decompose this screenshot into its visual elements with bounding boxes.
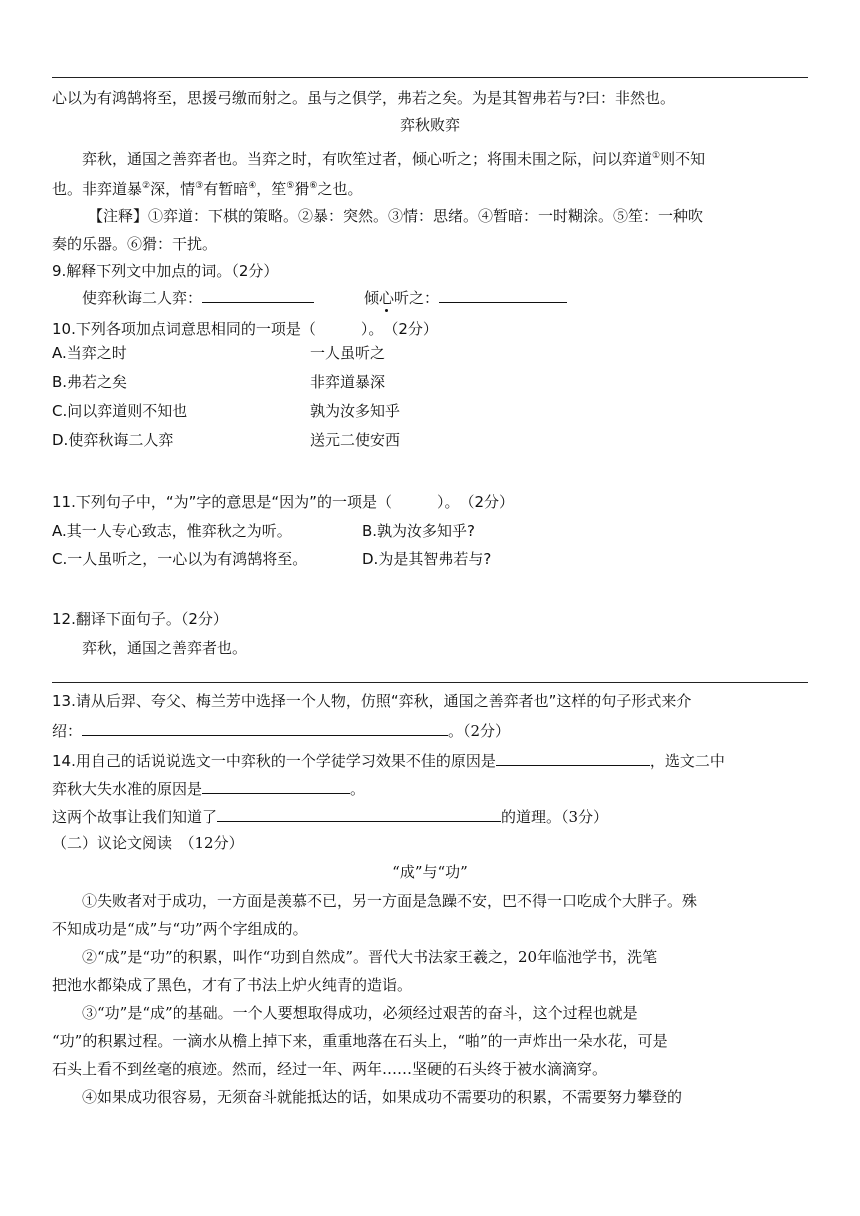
q11-stem: 11.下列句子中，“为”字的意思是“因为”的一项是（ ）。 （2分）: [52, 493, 514, 511]
passage1-tail: 心以为有鸿鹄将至，思援弓缴而射之。虽与之俱学，弗若之矣。为是其智弗若与?曰：非然也。: [52, 89, 676, 107]
passage2-line1: 弈秋，通国之善弈者也。当弈之时，有吹笙过者，倾心听之；将围未围之际，问以弈道①则不知: [82, 150, 706, 168]
q12-answer-line[interactable]: [52, 682, 808, 683]
para3-line1: ③“功”是“成”的基础。一个人要想取得成功，必须经过艰苦的奋斗，这个过程也就是: [82, 1004, 638, 1022]
q14-line2: 弈秋大失水准的原因是 。: [52, 777, 812, 799]
para3-line2: “功”的积累过程。一滴水从檐上掉下来，重重地落在石头上，“啪”的一声炸出一朵水花，可是: [52, 1032, 668, 1050]
q12-stem: 12.翻译下面句子。（2分）: [52, 610, 228, 628]
q13-answer[interactable]: [82, 719, 448, 736]
q10-option-d: D.使弈秋诲二人弈 送元二使安西: [52, 431, 401, 449]
para2-line2: 把池水都染成了黑色，才有了书法上炉火纯青的造诣。: [52, 976, 413, 994]
q9-items: 使弈秋诲二人弈： 倾心听之：: [52, 286, 842, 308]
para2-line1: ②“成”是“功”的积累，叫作“功到自然成”。晋代大书法家王羲之，20年临池学书，洗笔: [82, 948, 658, 966]
q9-answer-1[interactable]: [202, 286, 314, 303]
q13-line1: 13.请从后羿、夸父、梅兰芳中选择一个人物，仿照“弈秋，通国之善弈者也”这样的句子形式来介: [52, 692, 692, 710]
q10-option-c: C.问以弈道则不知也 孰为汝多知乎: [52, 402, 401, 420]
section2-title: “成”与“功”: [392, 863, 468, 881]
q14-line3: 这两个故事让我们知道了 的道理。（3分）: [52, 805, 812, 827]
section2-heading: （二）议论文阅读 （12分）: [52, 834, 244, 852]
para1-line2: 不知成功是“成”与“功”两个字组成的。: [52, 920, 308, 938]
passage2-line2: 也。非弈道暴②深，情③有暂暗④，笙⑤猾⑥之也。: [52, 180, 363, 198]
q11-row2: C.一人虽听之，一心以为有鸿鹄将至。 D.为是其智弗若与?: [52, 550, 492, 568]
q10-option-a: A.当弈之时 一人虽听之: [52, 344, 386, 362]
para3-line3: 石头上看不到丝毫的痕迹。然而，经过一年、两年……坚硬的石头终于被水滴滴穿。: [52, 1060, 608, 1078]
para4-line1: ④如果成功很容易，无须奋斗就能抵达的话，如果成功不需要功的积累，不需要努力攀登的: [82, 1088, 683, 1106]
passage2-title: 弈秋败弈: [399, 116, 460, 134]
q14-line1: 14.用自己的话说说选文一中弈秋的一个学徒学习效果不佳的原因是 ，选文二中: [52, 749, 812, 771]
q14-answer-1[interactable]: [496, 749, 650, 766]
notes-line2: 奏的乐器。⑥猾：干扰。: [52, 235, 218, 253]
q14-answer-3[interactable]: [217, 805, 501, 822]
q14-answer-2[interactable]: [202, 777, 350, 794]
para1-line1: ①失败者对于成功，一方面是羡慕不已，另一方面是急躁不安，巴不得一口吃成个大胖子。殊: [82, 892, 698, 910]
q13-line2: 绍： 。（2分）: [52, 719, 812, 741]
q9-answer-2[interactable]: [439, 286, 567, 303]
q10-option-b: B.弗若之矣 非弈道暴深: [52, 373, 386, 391]
q9-stem: 9.解释下列文中加点的词。（2分）: [52, 262, 279, 280]
top-rule: [52, 77, 808, 78]
q12-sentence: 弈秋，通国之善弈者也。: [82, 639, 248, 657]
notes-line1: 【注释】①弈道：下棋的策略。②暴：突然。③情：思绪。④暂暗：一时糊涂。⑤笙：一种吹: [88, 207, 704, 225]
q11-row1: A.其一人专心致志，惟弈秋之为听。 B.孰为汝多知乎?: [52, 522, 476, 540]
q10-stem: 10.下列各项加点词意思相同的一项是（ ）。 （2分）: [52, 320, 438, 338]
